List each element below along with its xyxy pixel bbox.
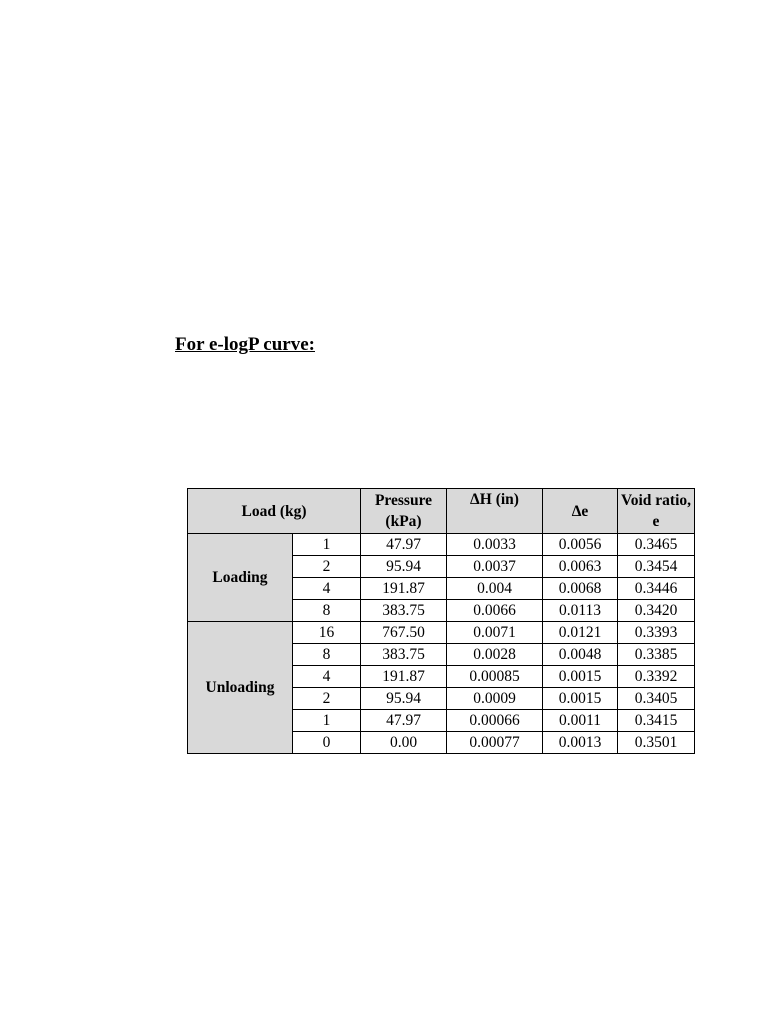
cell-void-ratio: 0.3415: [618, 710, 695, 732]
cell-load: 4: [293, 666, 361, 688]
cell-void-ratio: 0.3465: [618, 534, 695, 556]
cell-load: 1: [293, 710, 361, 732]
cell-delta-e: 0.0056: [543, 534, 618, 556]
header-delta-h: ΔH (in): [447, 489, 543, 534]
cell-delta-e: 0.0013: [543, 732, 618, 754]
cell-delta-e: 0.0015: [543, 688, 618, 710]
cell-delta-e: 0.0011: [543, 710, 618, 732]
cell-load: 2: [293, 556, 361, 578]
table-header-row: [188, 489, 695, 534]
cell-pressure: 767.50: [361, 622, 447, 644]
cell-load: 4: [293, 578, 361, 600]
cell-void-ratio: 0.3420: [618, 600, 695, 622]
cell-delta-e: 0.0048: [543, 644, 618, 666]
cell-delta-h: 0.00077: [447, 732, 543, 754]
cell-pressure: 95.94: [361, 556, 447, 578]
cell-delta-e: 0.0113: [543, 600, 618, 622]
cell-void-ratio: 0.3393: [618, 622, 695, 644]
cell-delta-h: 0.004: [447, 578, 543, 600]
consolidation-table: [187, 488, 695, 754]
group-label-unloading: Unloading: [188, 622, 293, 754]
cell-delta-e: 0.0015: [543, 666, 618, 688]
cell-void-ratio: 0.3405: [618, 688, 695, 710]
header-load: Load (kg): [188, 489, 361, 534]
table-row: [188, 534, 695, 556]
cell-void-ratio: 0.3446: [618, 578, 695, 600]
cell-pressure: 47.97: [361, 710, 447, 732]
table-row: [188, 622, 695, 644]
cell-load: 0: [293, 732, 361, 754]
cell-delta-h: 0.0037: [447, 556, 543, 578]
cell-delta-h: 0.0028: [447, 644, 543, 666]
cell-void-ratio: 0.3392: [618, 666, 695, 688]
cell-delta-h: 0.0071: [447, 622, 543, 644]
cell-delta-e: 0.0063: [543, 556, 618, 578]
cell-pressure: 383.75: [361, 600, 447, 622]
cell-load: 1: [293, 534, 361, 556]
header-void-ratio: Void ratio, e: [618, 489, 695, 534]
cell-delta-h: 0.0066: [447, 600, 543, 622]
header-pressure: Pressure (kPa): [361, 489, 447, 534]
cell-delta-e: 0.0068: [543, 578, 618, 600]
cell-void-ratio: 0.3385: [618, 644, 695, 666]
cell-delta-h: 0.00085: [447, 666, 543, 688]
cell-pressure: 191.87: [361, 578, 447, 600]
cell-load: 2: [293, 688, 361, 710]
cell-pressure: 191.87: [361, 666, 447, 688]
cell-pressure: 47.97: [361, 534, 447, 556]
header-delta-e: Δe: [543, 489, 618, 534]
cell-void-ratio: 0.3501: [618, 732, 695, 754]
cell-load: 16: [293, 622, 361, 644]
cell-load: 8: [293, 600, 361, 622]
cell-void-ratio: 0.3454: [618, 556, 695, 578]
group-label-loading: Loading: [188, 534, 293, 622]
cell-delta-h: 0.0009: [447, 688, 543, 710]
cell-pressure: 383.75: [361, 644, 447, 666]
cell-delta-h: 0.0033: [447, 534, 543, 556]
cell-delta-h: 0.00066: [447, 710, 543, 732]
cell-delta-e: 0.0121: [543, 622, 618, 644]
section-heading: For e-logP curve:: [175, 334, 315, 355]
cell-pressure: 95.94: [361, 688, 447, 710]
cell-pressure: 0.00: [361, 732, 447, 754]
cell-load: 8: [293, 644, 361, 666]
